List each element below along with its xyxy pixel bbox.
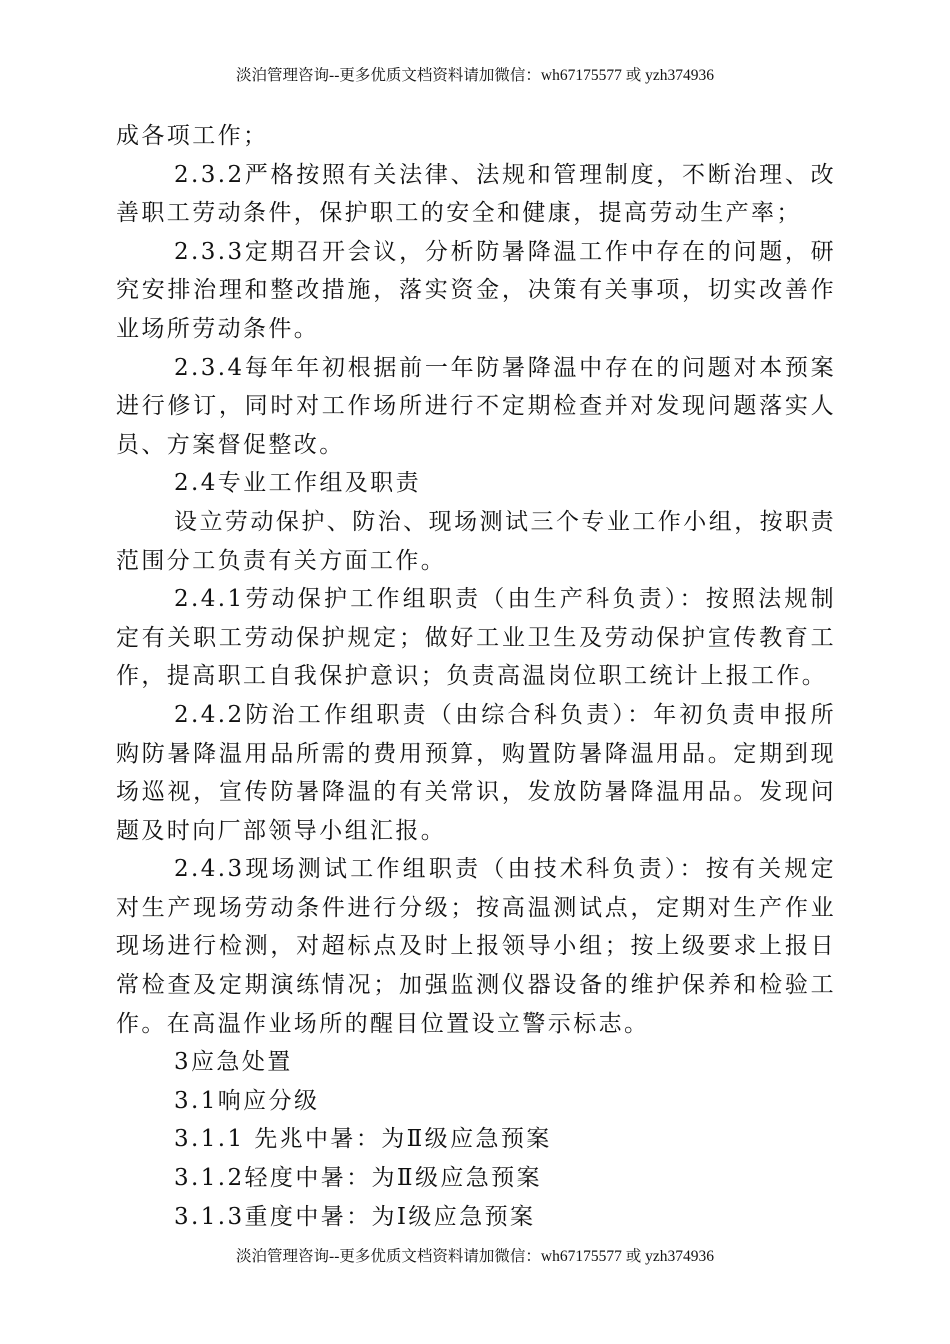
page-header: 淡泊管理咨询--更多优质文档资料请加微信：wh67175577 或 yzh374936 xyxy=(236,67,714,84)
section-heading-2-4: 2.4专业工作组及职责 xyxy=(174,470,421,497)
list-item-3-1-3: 3.1.3重度中暑：为Ⅰ级应急预案 xyxy=(174,1203,536,1230)
paragraph-2-3-2: 2.3.2严格按照有关法律、法规和管理制度，不断治理、改善职工劳动条件，保护职工的安全和健康，提高劳动生产率； xyxy=(116,161,836,227)
paragraph-2-3-3: 2.3.3定期召开会议，分析防暑降温工作中存在的问题，研究安排治理和整改措施，落实资金，决策有关事项，切实改善作业场所劳动条件。 xyxy=(116,238,836,342)
list-item-3-1-1: 3.1.1 先兆中暑：为Ⅱ级应急预案 xyxy=(174,1126,552,1153)
section-heading-3-1: 3.1响应分级 xyxy=(174,1087,320,1114)
paragraph-2-3-4: 2.3.4每年年初根据前一年防暑降温中存在的问题对本预案进行修订，同时对工作场所进行不定期检查并对发现问题落实人员、方案督促整改。 xyxy=(116,354,836,458)
page-footer: 淡泊管理咨询--更多优质文档资料请加微信：wh67175577 或 yzh374936 xyxy=(236,1248,714,1265)
paragraph-2-4-intro: 设立劳动保护、防治、现场测试三个专业工作小组，按职责范围分工负责有关方面工作。 xyxy=(116,508,836,574)
paragraph-2-4-3: 2.4.3现场测试工作组职责（由技术科负责）：按有关规定对生产现场劳动条件进行分级；按高温测试点，定期对生产作业现场进行检测，对超标点及时上报领导小组；按上级要求上报日常检查及定期演练情况；加强监测仪器设备的维护保养和检验工作。在高温作业场所的醒目位置设立警示标志。 xyxy=(116,856,836,1037)
paragraph-2-4-1: 2.4.1劳动保护工作组职责（由生产科负责）：按照法规制定有关职工劳动保护规定；做好工业卫生及劳动保护宣传教育工作，提高职工自我保护意识；负责高温岗位职工统计上报工作。 xyxy=(116,586,836,690)
document-body xyxy=(116,117,836,1236)
section-heading-3: 3应急处置 xyxy=(174,1049,293,1076)
paragraph-continuation: 成各项工作； xyxy=(116,123,269,149)
paragraph-2-4-2: 2.4.2防治工作组职责（由综合科负责）：年初负责申报所购防暑降温用品所需的费用预算，购置防暑降温用品。定期到现场巡视，宣传防暑降温的有关常识，发放防暑降温用品。发现问题及时向厂部领导小组汇报。 xyxy=(116,701,836,844)
list-item-3-1-2: 3.1.2轻度中暑：为Ⅱ级应急预案 xyxy=(174,1165,542,1192)
